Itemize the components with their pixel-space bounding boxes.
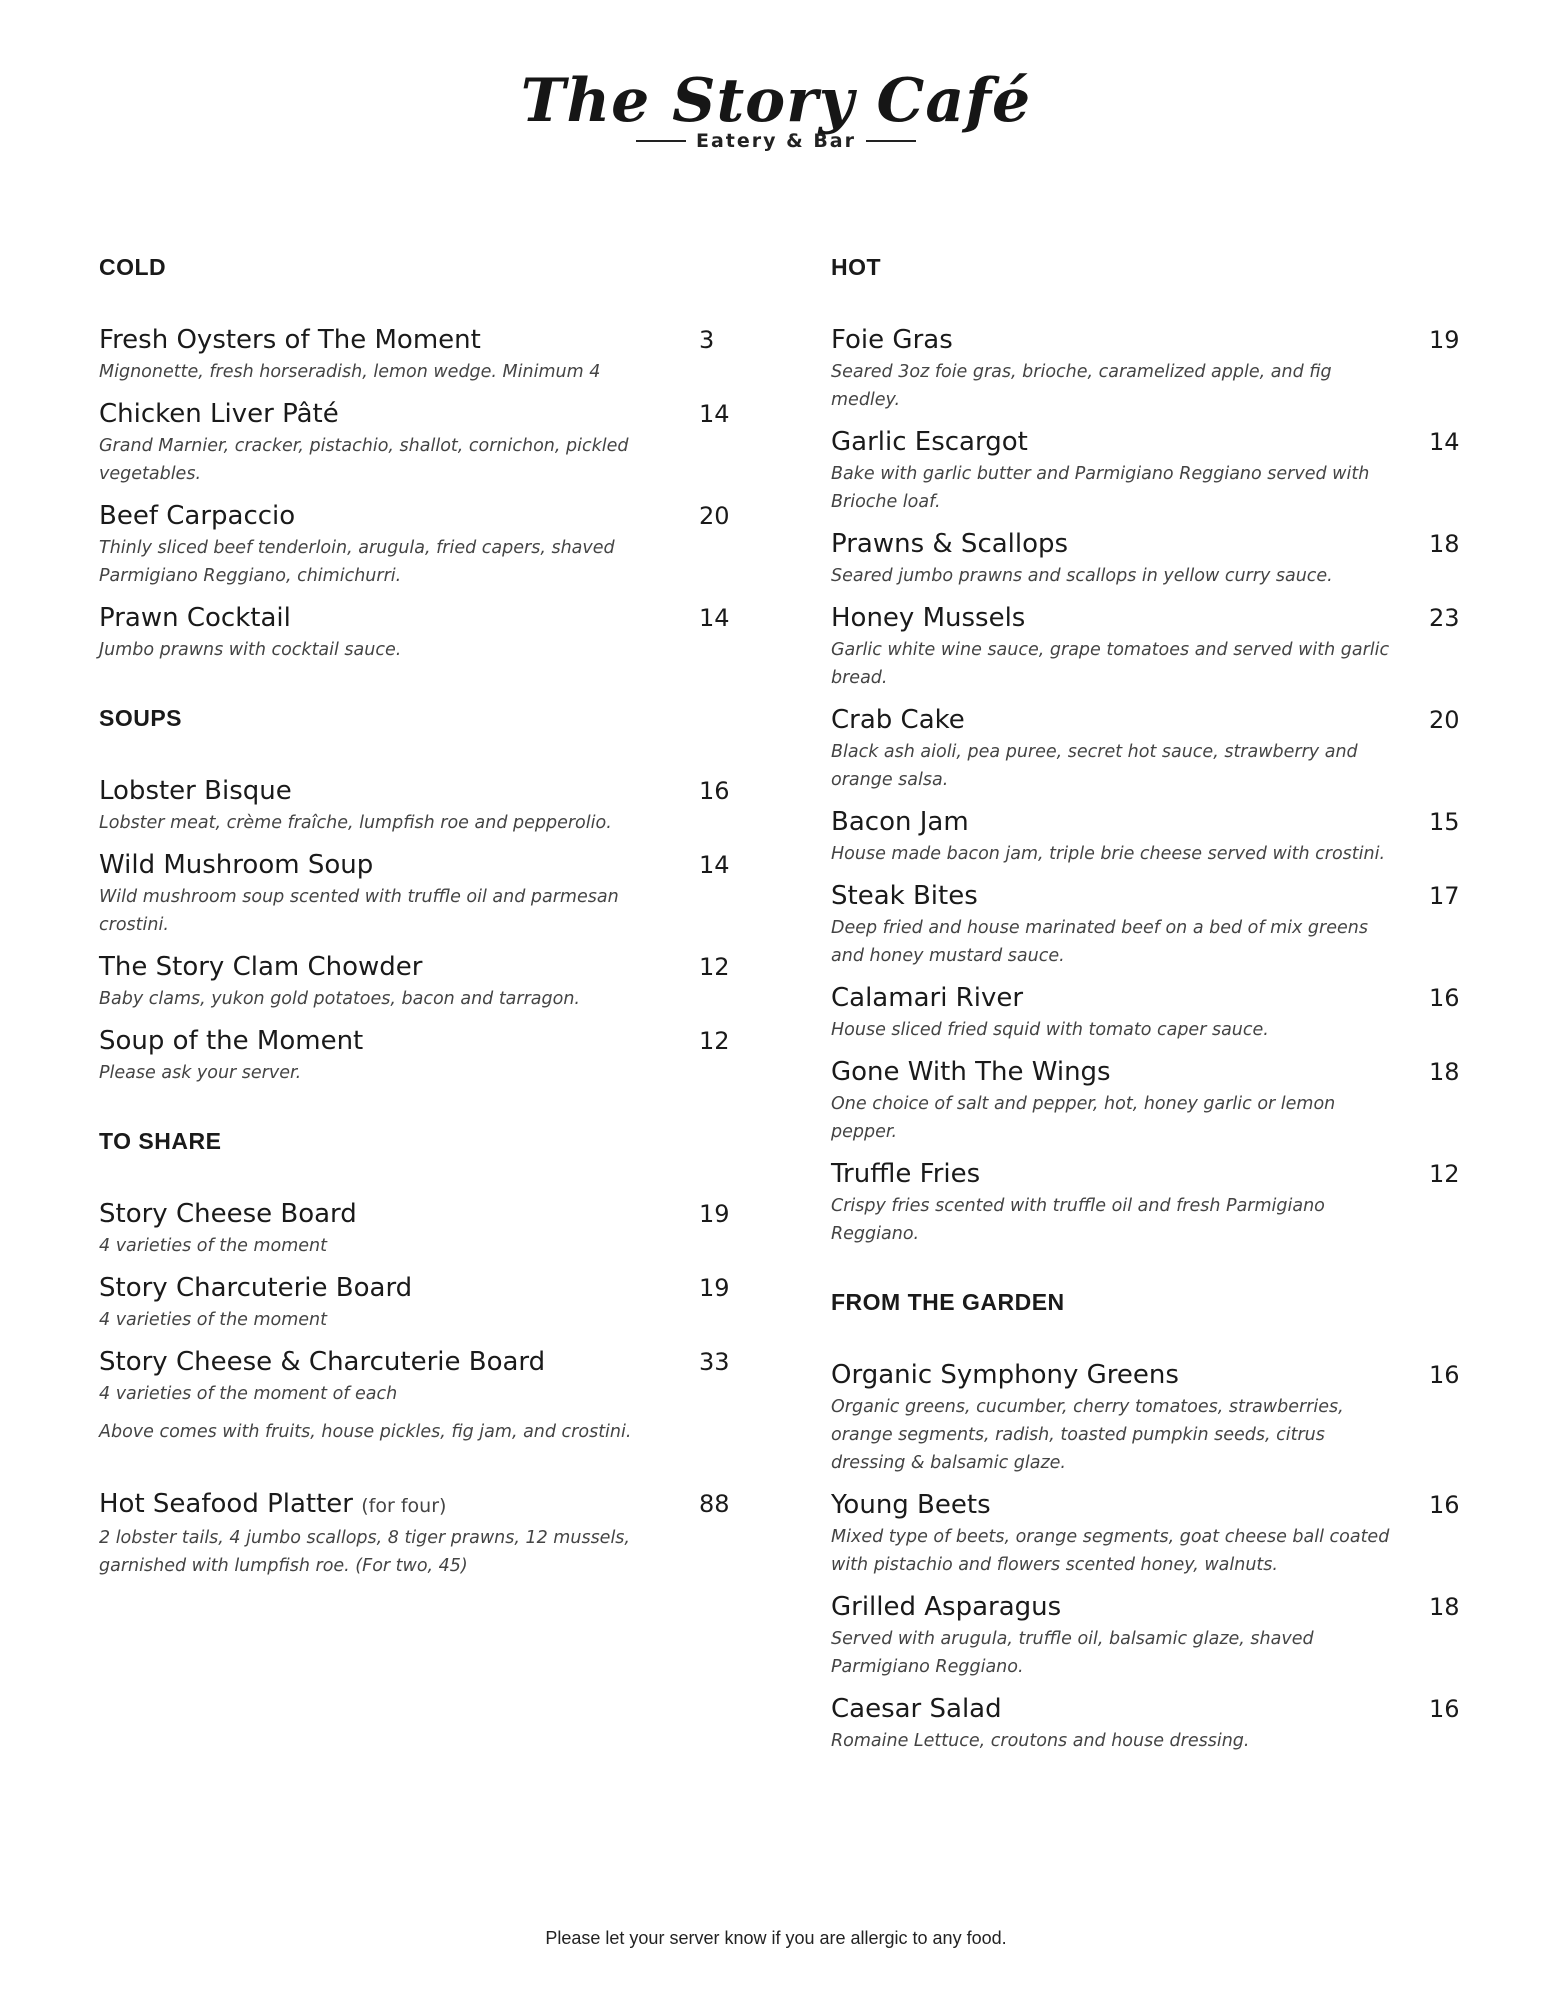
menu-item-price: 18: [1429, 1593, 1460, 1621]
menu-item-name-text: Prawns & Scallops: [831, 529, 1069, 559]
menu-item-name-text: Chicken Liver Pâté: [99, 399, 339, 429]
menu-item-header: [831, 1691, 1459, 1727]
menu-item-name: [99, 1344, 545, 1380]
menu-item-description: House made bacon jam, triple brie cheese served with crostini.: [831, 844, 1386, 864]
menu-item-header: [831, 1357, 1459, 1393]
menu-item-name-text: Caesar Salad: [831, 1694, 1002, 1724]
menu-item: [831, 600, 1459, 692]
menu-item-name: [99, 1196, 357, 1232]
menu-item-name: [99, 847, 373, 883]
menu-item: [99, 949, 739, 1013]
menu-item-description: Jumbo prawns with cocktail sauce.: [99, 640, 402, 660]
menu-item-name: [99, 1486, 446, 1524]
menu-item-description: Garlic white wine sauce, grape tomatoes and served with garlic bread.: [831, 640, 1390, 688]
menu-section: [831, 1287, 1459, 1755]
menu-item-name: [831, 1589, 1061, 1625]
menu-item-price: 19: [1429, 326, 1460, 354]
menu-item-name: [99, 949, 422, 985]
menu-item-name-text: Story Charcuterie Board: [99, 1273, 413, 1303]
section-title: COLD: [99, 254, 167, 280]
menu-item-header: [831, 1487, 1459, 1523]
menu-item-description: Wild mushroom soup scented with truffle oil and parmesan crostini.: [99, 887, 619, 935]
menu-item-price: 23: [1429, 604, 1460, 632]
menu-item-name: [831, 322, 953, 358]
menu-item-price: 19: [699, 1200, 730, 1228]
menu-item-price: 12: [699, 953, 730, 981]
menu-section: [99, 1126, 739, 1580]
menu-item-description: Lobster meat, crème fraîche, lumpfish roe and pepperolio.: [99, 813, 612, 833]
menu-item-name: [99, 396, 339, 432]
menu-item: [831, 1487, 1459, 1579]
menu-item: [831, 980, 1459, 1044]
menu-item-description: Seared 3oz foie gras, brioche, caramelized apple, and fig medley.: [831, 362, 1332, 410]
menu-item-price: 17: [1429, 882, 1460, 910]
menu-item-name-text: Steak Bites: [831, 881, 978, 911]
menu-item-description: Romaine Lettuce, croutons and house dressing.: [831, 1731, 1250, 1751]
menu-item-name-text: Garlic Escargot: [831, 427, 1028, 457]
menu-item: [831, 1054, 1459, 1146]
menu-item-description: Bake with garlic butter and Parmigiano Reggiano served with Brioche loaf.: [831, 464, 1370, 512]
menu-item: [99, 1486, 739, 1580]
menu-item-name-text: Honey Mussels: [831, 603, 1026, 633]
menu-item-name-text: Soup of the Moment: [99, 1026, 364, 1056]
menu-item-price: 18: [1429, 1058, 1460, 1086]
menu-section: [99, 252, 739, 664]
menu-item-description: Seared jumbo prawns and scallops in yellow curry sauce.: [831, 566, 1333, 586]
menu-item-price: 14: [699, 604, 730, 632]
menu-item-price: 16: [1429, 1695, 1460, 1723]
menu-section: [831, 252, 1459, 1248]
menu-item-name-text: Foie Gras: [831, 325, 953, 355]
menu-item: [831, 804, 1459, 868]
menu-item: [831, 1589, 1459, 1681]
menu-item-name: [99, 1023, 363, 1059]
section-title: HOT: [831, 254, 882, 280]
menu-item-description: Grand Marnier, cracker, pistachio, shallot, cornichon, pickled vegetables.: [99, 436, 629, 484]
menu-item-description: 4 varieties of the moment of each: [99, 1384, 398, 1404]
menu-item-name: [831, 878, 978, 914]
menu-item: [831, 424, 1459, 516]
menu-item-header: [99, 498, 739, 534]
menu-item-price: 14: [699, 851, 730, 879]
menu-item-name-text: Beef Carpaccio: [99, 501, 296, 531]
menu-item-header: [99, 1486, 739, 1524]
menu-item-header: [99, 396, 739, 432]
menu-item-description: Thinly sliced beef tenderloin, arugula, fried capers, shaved Parmigiano Reggiano, chimichurri.: [99, 538, 615, 586]
menu-item-price: 20: [1429, 706, 1460, 734]
menu-item-description: Deep fried and house marinated beef on a bed of mix greens and honey mustard sauce.: [831, 918, 1368, 966]
menu-item-header: [831, 980, 1459, 1016]
logo-script-text: The Story Café: [520, 66, 1032, 136]
menu-item-price: 19: [699, 1274, 730, 1302]
menu-item-header: [99, 773, 739, 809]
menu-item-description: Please ask your server.: [99, 1063, 302, 1083]
menu-item-header: [831, 424, 1459, 460]
menu-item-header: [99, 600, 739, 636]
menu-item-header: [831, 804, 1459, 840]
menu-item-name-text: Story Cheese Board: [99, 1199, 357, 1229]
menu-section: [99, 703, 739, 1087]
menu-item-serving-note: (for four): [361, 1495, 447, 1517]
menu-item: [99, 1196, 739, 1260]
menu-item-name: [831, 980, 1023, 1016]
menu-item-name: [831, 526, 1068, 562]
menu-item: [831, 702, 1459, 794]
menu-item-name: [831, 600, 1025, 636]
menu-item-header: [831, 600, 1459, 636]
menu-item-price: 20: [699, 502, 730, 530]
menu-item: [99, 600, 739, 664]
menu-item-description: Mignonette, fresh horseradish, lemon wedge. Minimum 4: [99, 362, 601, 382]
menu-item-name-text: Organic Symphony Greens: [831, 1360, 1179, 1390]
menu-item-description: Black ash aioli, pea puree, secret hot sauce, strawberry and orange salsa.: [831, 742, 1358, 790]
menu-item-description: Organic greens, cucumber, cherry tomatoes, strawberries, orange segments, radish, toasted pumpkin seeds, citrus dressing & balsamic glaze.: [831, 1397, 1344, 1473]
menu-item-name: [99, 600, 291, 636]
menu-item-header: [99, 1023, 739, 1059]
menu-item-description: Mixed type of beets, orange segments, goat cheese ball coated with pistachio and flowers scented honey, walnuts.: [831, 1527, 1390, 1575]
menu-item-header: [831, 1156, 1459, 1192]
section-note: Above comes with fruits, house pickles, fig jam, and crostini.: [99, 1422, 632, 1442]
menu-item-name: [831, 1156, 980, 1192]
menu-item-name: [831, 1691, 1002, 1727]
menu-item: [99, 1344, 739, 1408]
menu-item-description: Crispy fries scented with truffle oil and fresh Parmigiano Reggiano.: [831, 1196, 1325, 1244]
menu-item: [99, 498, 739, 590]
menu-item-price: 16: [1429, 1361, 1460, 1389]
menu-item-name: [99, 773, 292, 809]
menu-item-name-text: Hot Seafood Platter: [99, 1489, 353, 1519]
menu-item-description: Served with arugula, truffle oil, balsamic glaze, shaved Parmigiano Reggiano.: [831, 1629, 1314, 1677]
menu-item-price: 15: [1429, 808, 1460, 836]
menu-item-name-text: Story Cheese & Charcuterie Board: [99, 1347, 546, 1377]
menu-item-description: One choice of salt and pepper, hot, honey garlic or lemon pepper.: [831, 1094, 1336, 1142]
right-menu-column: [831, 252, 1459, 1794]
menu-item-price: 16: [699, 777, 730, 805]
menu-item-price: 14: [699, 400, 730, 428]
left-menu-column: [99, 252, 739, 1619]
menu-item-description: Baby clams, yukon gold potatoes, bacon and tarragon.: [99, 989, 580, 1009]
menu-item: [99, 773, 739, 837]
menu-item: [831, 1691, 1459, 1755]
menu-item-name-text: Young Beets: [831, 1490, 991, 1520]
menu-item-name: [99, 1270, 412, 1306]
menu-item-name-text: Prawn Cocktail: [99, 603, 291, 633]
menu-item-name: [831, 804, 969, 840]
menu-item-name: [831, 1357, 1179, 1393]
menu-item-name: [99, 498, 295, 534]
menu-item-price: 18: [1429, 530, 1460, 558]
menu-item-header: [831, 526, 1459, 562]
menu-item-name-text: Calamari River: [831, 983, 1024, 1013]
menu-item-name: [831, 1487, 991, 1523]
menu-item-header: [831, 878, 1459, 914]
menu-item-header: [831, 322, 1459, 358]
section-title: TO SHARE: [99, 1128, 222, 1154]
logo-rule-right: [866, 140, 916, 142]
menu-item-name-text: Wild Mushroom Soup: [99, 850, 374, 880]
menu-item-description: House sliced fried squid with tomato caper sauce.: [831, 1020, 1269, 1040]
menu-item: [831, 878, 1459, 970]
menu-item-header: [831, 1589, 1459, 1625]
cafe-logo: [0, 68, 1552, 152]
allergy-footer-note: Please let your server know if you are allergic to any food.: [545, 1928, 1007, 1948]
menu-item-name: [831, 702, 965, 738]
menu-item-name-text: Bacon Jam: [831, 807, 969, 837]
menu-item: [99, 322, 739, 386]
menu-item-name-text: Truffle Fries: [831, 1159, 981, 1189]
menu-item-header: [99, 322, 739, 358]
menu-item-price: 12: [1429, 1160, 1460, 1188]
menu-item-name: [831, 1054, 1111, 1090]
menu-item: [99, 1270, 739, 1334]
menu-item-name: [831, 424, 1028, 460]
menu-item-price: 16: [1429, 1491, 1460, 1519]
menu-item: [99, 396, 739, 488]
menu-item-name: [99, 322, 481, 358]
menu-item: [99, 1023, 739, 1087]
menu-item-price: 16: [1429, 984, 1460, 1012]
menu-item-price: 12: [699, 1027, 730, 1055]
menu-item-description: 4 varieties of the moment: [99, 1236, 328, 1256]
menu-item: [831, 526, 1459, 590]
menu-item-description: 2 lobster tails, 4 jumbo scallops, 8 tiger prawns, 12 mussels, garnished with lumpfish roe. (For two, 45): [99, 1528, 630, 1576]
menu-item-header: [831, 702, 1459, 738]
menu-item-header: [99, 949, 739, 985]
menu-item-header: [99, 1270, 739, 1306]
menu-item-name-text: Lobster Bisque: [99, 776, 292, 806]
menu-item-name-text: Fresh Oysters of The Moment: [99, 325, 481, 355]
menu-item-header: [99, 1196, 739, 1232]
menu-item: [831, 1156, 1459, 1248]
logo-subtitle-text: Eatery & Bar: [696, 130, 856, 152]
menu-item-name-text: The Story Clam Chowder: [99, 952, 423, 982]
menu-item-name-text: Gone With The Wings: [831, 1057, 1111, 1087]
menu-item-header: [99, 1344, 739, 1380]
menu-item-description: 4 varieties of the moment: [99, 1310, 328, 1330]
menu-item-header: [831, 1054, 1459, 1090]
section-title: SOUPS: [99, 705, 183, 731]
menu-item-name-text: Grilled Asparagus: [831, 1592, 1062, 1622]
menu-item-price: 14: [1429, 428, 1460, 456]
menu-item: [831, 322, 1459, 414]
menu-item-price: 88: [699, 1490, 730, 1518]
menu-item-price: 3: [699, 326, 715, 354]
logo-rule-left: [636, 140, 686, 142]
menu-item: [831, 1357, 1459, 1477]
logo-subtitle: [0, 130, 1552, 152]
menu-item-price: 33: [699, 1348, 730, 1376]
section-title: FROM THE GARDEN: [831, 1289, 1065, 1315]
menu-item-header: [99, 847, 739, 883]
menu-item: [99, 847, 739, 939]
menu-item-name-text: Crab Cake: [831, 705, 965, 735]
